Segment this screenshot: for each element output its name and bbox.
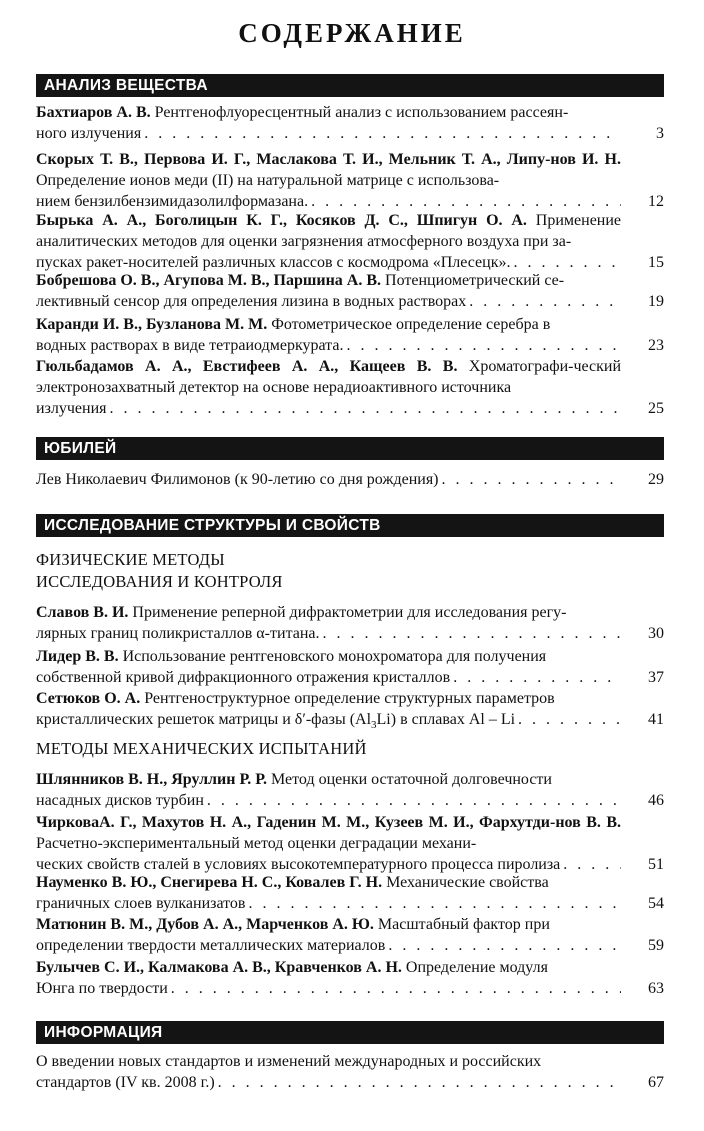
- entry-title-end: [36, 709, 515, 730]
- entry-title-end: ческих свойств сталей в условиях высокотемпературного процесса пиролиза: [36, 856, 561, 873]
- toc-entry[interactable]: [36, 602, 664, 644]
- entry-title: Использование рентгеновского монохроматора для получения: [122, 648, 547, 665]
- entry-title-end: излучения: [36, 400, 107, 417]
- page-number: 67: [648, 1074, 664, 1091]
- subscript: 3: [371, 719, 377, 732]
- dot-leader: [388, 935, 621, 956]
- subsection-heading-physical: [36, 549, 283, 593]
- toc-entry[interactable]: [36, 688, 664, 730]
- entry-title: Механические свойства: [386, 874, 549, 891]
- page-number: 25: [648, 400, 664, 417]
- dot-leader: [453, 667, 621, 688]
- subsection-heading-line: ИССЛЕДОВАНИЯ И КОНТРОЛЯ: [36, 572, 283, 591]
- section-heading-analysis: АНАЛИЗ ВЕЩЕСТВА: [36, 74, 664, 97]
- toc-entry[interactable]: [36, 210, 664, 273]
- page-number: 51: [648, 856, 664, 873]
- subsection-heading-mechanical: МЕТОДЫ МЕХАНИЧЕСКИХ ИСПЫТАНИЙ: [36, 739, 367, 758]
- toc-entry[interactable]: [36, 102, 664, 144]
- entry-title: Определение ионов меди (II) на натуральной матрице с использова-: [36, 172, 500, 189]
- entry-authors: Скорых Т. В., Первова И. Г., Маслакова Т. И., Мельник Т. А., Липу-нов И. Н.: [36, 151, 621, 168]
- page-number: 12: [648, 193, 664, 210]
- entry-title-text: кристаллических решеток матрицы и δ′-фазы (Al: [36, 711, 372, 728]
- entry-title: Лев Николаевич Филимонов (к 90-летию со дня рождения): [36, 471, 439, 488]
- entry-authors: Шлянников В. Н., Яруллин Р. Р.: [36, 771, 268, 788]
- entry-authors: Каранди И. В., Бузланова М. М.: [36, 316, 268, 333]
- entry-authors: Бырька А. А., Боголицын К. Г., Косяков Д. С., Шпигун О. А.: [36, 212, 527, 229]
- page-number: 63: [648, 980, 664, 997]
- dot-leader: [323, 623, 621, 644]
- dot-leader: [469, 291, 621, 312]
- toc-entry[interactable]: [36, 1051, 664, 1093]
- entry-title: Применение аналитических методов для оценки загрязнения атмосферного воздуха при за-: [36, 212, 622, 250]
- page-number: 37: [648, 669, 664, 686]
- entry-title-end: нием бензилбензимидазолилформазана.: [36, 193, 309, 210]
- page-number: 41: [648, 711, 664, 728]
- entry-title: О введении новых стандартов и изменений международных и российских: [36, 1053, 542, 1070]
- entry-authors: Лидер В. В.: [36, 648, 119, 665]
- page-number: 54: [648, 895, 664, 912]
- entry-title-end: пусках ракет-носителей различных классов с космодрома «Плесецк».: [36, 254, 511, 271]
- entry-authors: Гюльбадамов А. А., Евстифеев А. А., Кащеев В. В.: [36, 358, 458, 375]
- entry-title: Определение модуля: [405, 959, 548, 976]
- entry-title: Применение реперной дифрактометрии для исследования регу-: [132, 604, 567, 621]
- entry-authors: Бобрешова О. В., Агупова М. В., Паршина А. В.: [36, 272, 382, 289]
- page-number: 46: [648, 792, 664, 809]
- entry-authors: Бахтиаров А. В.: [36, 104, 151, 121]
- toc-entry[interactable]: [36, 769, 664, 811]
- entry-authors: Матюнин В. М., Дубов А. А., Марченков А. Ю.: [36, 916, 374, 933]
- entry-title: Хроматографи-ческий электронозахватный детектор на основе нерадиоактивного источника: [36, 358, 622, 396]
- entry-title-end: водных растворах в виде тетраиодмеркурата.: [36, 337, 344, 354]
- toc-entry[interactable]: [36, 356, 664, 419]
- page-number: 59: [648, 937, 664, 954]
- section-heading-structure: ИССЛЕДОВАНИЕ СТРУКТУРЫ И СВОЙСТВ: [36, 514, 664, 537]
- toc-entry[interactable]: [36, 872, 664, 914]
- dot-leader: [248, 893, 621, 914]
- subsection-heading-line: ФИЗИЧЕСКИЕ МЕТОДЫ: [36, 550, 225, 569]
- entry-title-text: Li) в сплавах Al – Li: [376, 711, 516, 728]
- entry-title-end: Юнга по твердости: [36, 980, 168, 997]
- entry-title-end: лярных границ поликристаллов α-титана.: [36, 625, 320, 642]
- entry-title: Масштабный фактор при: [377, 916, 550, 933]
- toc-entry[interactable]: [36, 149, 664, 212]
- dot-leader: [218, 1072, 621, 1093]
- page-number: 29: [648, 471, 664, 488]
- entry-title: Рентгеноструктурное определение структурных параметров: [144, 690, 555, 707]
- entry-title: Фотометрическое определение серебра в: [271, 316, 551, 333]
- dot-leader: [311, 191, 621, 212]
- page-number: 23: [648, 337, 664, 354]
- dot-leader: [110, 398, 622, 419]
- page-number: 30: [648, 625, 664, 642]
- toc-entry[interactable]: [36, 270, 664, 312]
- entry-title-end: собственной кривой дифракционного отражения кристаллов: [36, 669, 451, 686]
- entry-title-end: определении твердости металлических материалов: [36, 937, 386, 954]
- entry-authors: ЧирковаА. Г., Махутов Н. А., Гаденин М. М., Кузеев М. И., Фархутди-нов В. В.: [36, 814, 621, 831]
- section-heading-jubilee: ЮБИЛЕЙ: [36, 437, 664, 460]
- toc-entry[interactable]: [36, 957, 664, 999]
- dot-leader: [171, 978, 621, 999]
- entry-title-end: лективный сенсор для определения лизина в водных растворах: [36, 293, 467, 310]
- page-number: 19: [648, 293, 664, 310]
- page-number: 15: [648, 254, 664, 271]
- dot-leader: [346, 335, 621, 356]
- entry-authors: Сетюков О. А.: [36, 690, 141, 707]
- entry-authors: Булычев С. И., Калмакова А. В., Кравченков А. Н.: [36, 959, 402, 976]
- toc-entry[interactable]: [36, 469, 664, 490]
- entry-title: Расчетно-экспериментальный метод оценки деградации механи-: [36, 835, 477, 852]
- section-heading-info: ИНФОРМАЦИЯ: [36, 1021, 664, 1044]
- toc-entry[interactable]: [36, 314, 664, 356]
- dot-leader: [442, 469, 621, 490]
- toc-entry[interactable]: [36, 812, 664, 875]
- entry-authors: Науменко В. Ю., Снегирева Н. С., Ковалев Г. Н.: [36, 874, 383, 891]
- entry-title-end: насадных дисков турбин: [36, 792, 204, 809]
- entry-title-end: ного излучения: [36, 125, 142, 142]
- entry-title-end: стандартов (IV кв. 2008 г.): [36, 1074, 215, 1091]
- page-title: СОДЕРЖАНИЕ: [238, 18, 466, 48]
- dot-leader: [518, 709, 621, 730]
- dot-leader: [144, 123, 621, 144]
- entry-title: Метод оценки остаточной долговечности: [271, 771, 552, 788]
- entry-title: Потенциометрический се-: [385, 272, 565, 289]
- dot-leader: [207, 790, 621, 811]
- entry-title: Рентгенофлуоресцентный анализ с использованием рассеян-: [154, 104, 569, 121]
- entry-title-end: граничных слоев вулканизатов: [36, 895, 246, 912]
- entry-authors: Славов В. И.: [36, 604, 129, 621]
- page-number: 3: [656, 125, 664, 142]
- toc-entry[interactable]: [36, 914, 664, 956]
- toc-entry[interactable]: [36, 646, 664, 688]
